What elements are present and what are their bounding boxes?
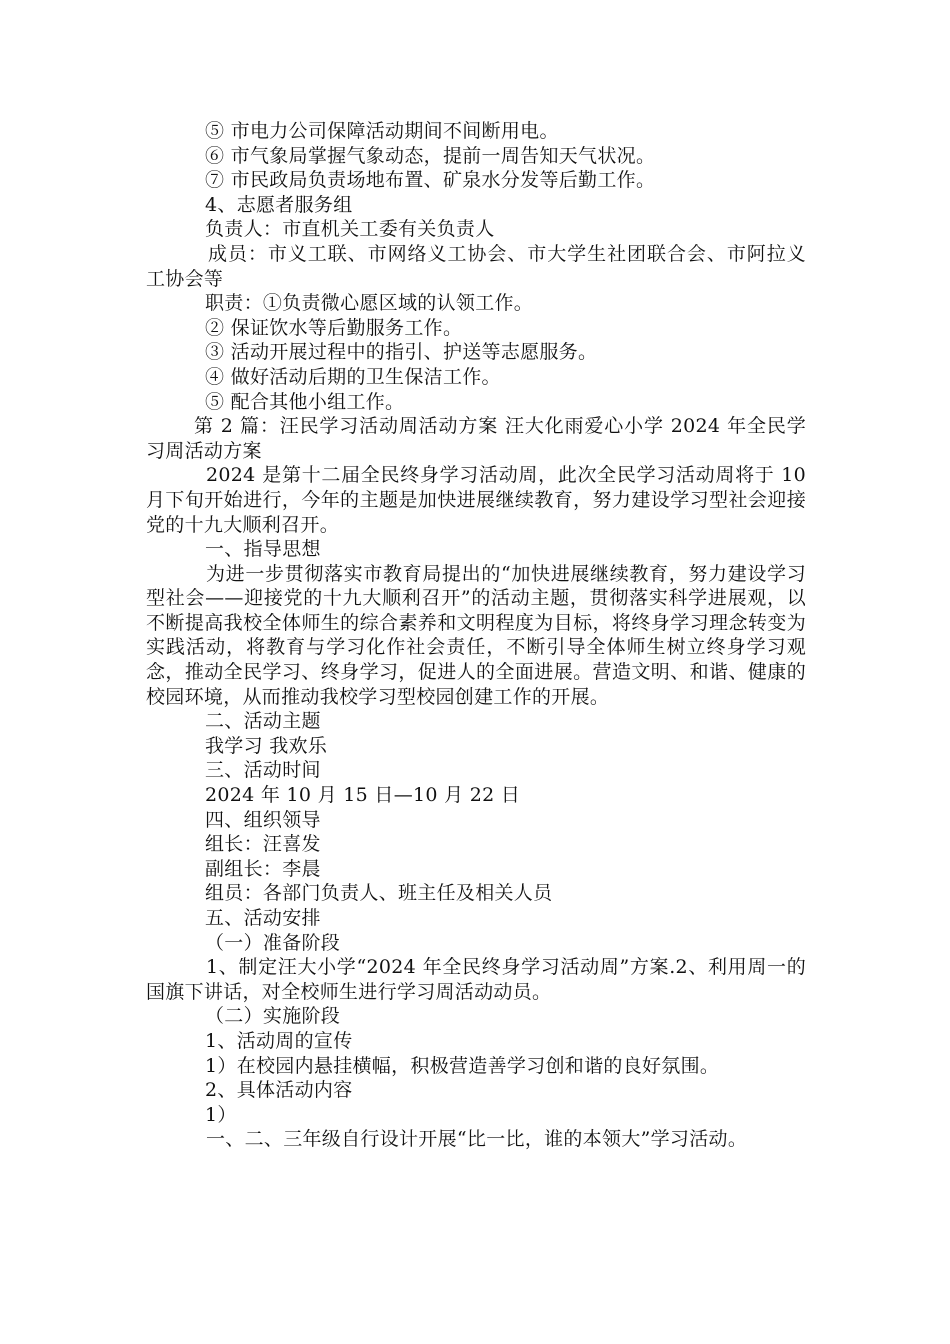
text-line: ② 保证饮水等后勤服务工作。 bbox=[205, 316, 463, 339]
paragraph: 2024 是第十二届全民终身学习活动周，此次全民学习活动周将于 10 月下旬开始进行，今年的主题是加快进展继续教育，努力建设学习型社会迎接党的十九大顺利召开。 bbox=[146, 464, 806, 536]
paragraph: 一、二、三年级自行设计开展“比一比，谁的本领大”学习活动。 bbox=[206, 1128, 748, 1151]
text-line: 职责：①负责微心愿区域的认领工作。 bbox=[205, 292, 534, 315]
subsection-heading: （二）实施阶段 bbox=[205, 1005, 341, 1028]
text-line: ⑤ 配合其他小组工作。 bbox=[205, 390, 405, 413]
section-heading: 二、活动主题 bbox=[205, 710, 321, 733]
section-heading: 4、志愿者服务组 bbox=[205, 193, 353, 216]
text-line: ④ 做好活动后期的卫生保洁工作。 bbox=[205, 365, 501, 388]
text-line: 组员：各部门负责人、班主任及相关人员 bbox=[205, 882, 553, 905]
document-body bbox=[146, 119, 806, 1152]
subsection-heading: （一）准备阶段 bbox=[205, 931, 341, 954]
text-line: 1）在校园内悬挂横幅，积极营造善学习创和谐的良好氛围。 bbox=[205, 1054, 720, 1077]
section-heading: 五、活动安排 bbox=[205, 907, 321, 929]
text-line: ⑤ 市电力公司保障活动期间不间断用电。 bbox=[205, 120, 559, 142]
paragraph: 成员：市义工联、市网络义工协会、市大学生社团联合会、市阿拉义工协会等 bbox=[146, 242, 806, 290]
text-line: 副组长：李晨 bbox=[205, 857, 321, 880]
paragraph: 1、制定汪大小学“2024 年全民终身学习活动周”方案.2、利用周一的国旗下讲话，对全校师生进行学习周活动动员。 bbox=[146, 956, 806, 1003]
article-title: 第 2 篇：汪民学习活动周活动方案 汪大化雨爱心小学 2024 年全民学习周活动方案 bbox=[146, 415, 806, 462]
text-line: 1） bbox=[205, 1103, 237, 1126]
section-heading: 一、指导思想 bbox=[205, 538, 321, 561]
text-line: ③ 活动开展过程中的指引、护送等志愿服务。 bbox=[205, 341, 598, 364]
text-line: 我学习 我欢乐 bbox=[205, 734, 328, 757]
text-line: 2、具体活动内容 bbox=[205, 1079, 353, 1102]
text-line: ⑥ 市气象局掌握气象动态，提前一周告知天气状况。 bbox=[205, 144, 656, 167]
text-line: 组长：汪喜发 bbox=[205, 833, 321, 856]
paragraph: 为进一步贯彻落实市教育局提出的“加快进展继续教育，努力建设学习型社会——迎接党的十九大顺利召开”的活动主题，贯彻落实科学进展观，以不断提高我校全体师生的综合素养和文明程度为目标，将终身学习理念转变为实践活动，将教育与学习化作社会责任，不断引导全体师生树立终身学习观念，推动全民学习、终身学习，促进人的全面进展。营造文明、和谐、健康的校园环境，从而推动我校学习型校园创建工作的开展。 bbox=[146, 562, 806, 708]
text-line: 2024 年 10 月 15 日—10 月 22 日 bbox=[205, 784, 521, 807]
text-line: 1、活动周的宣传 bbox=[205, 1029, 353, 1052]
section-heading: 三、活动时间 bbox=[205, 759, 321, 782]
section-heading: 四、组织领导 bbox=[205, 808, 321, 831]
text-line: ⑦ 市民政局负责场地布置、矿泉水分发等后勤工作。 bbox=[205, 169, 656, 192]
text-line: 负责人：市直机关工委有关负责人 bbox=[205, 218, 495, 241]
